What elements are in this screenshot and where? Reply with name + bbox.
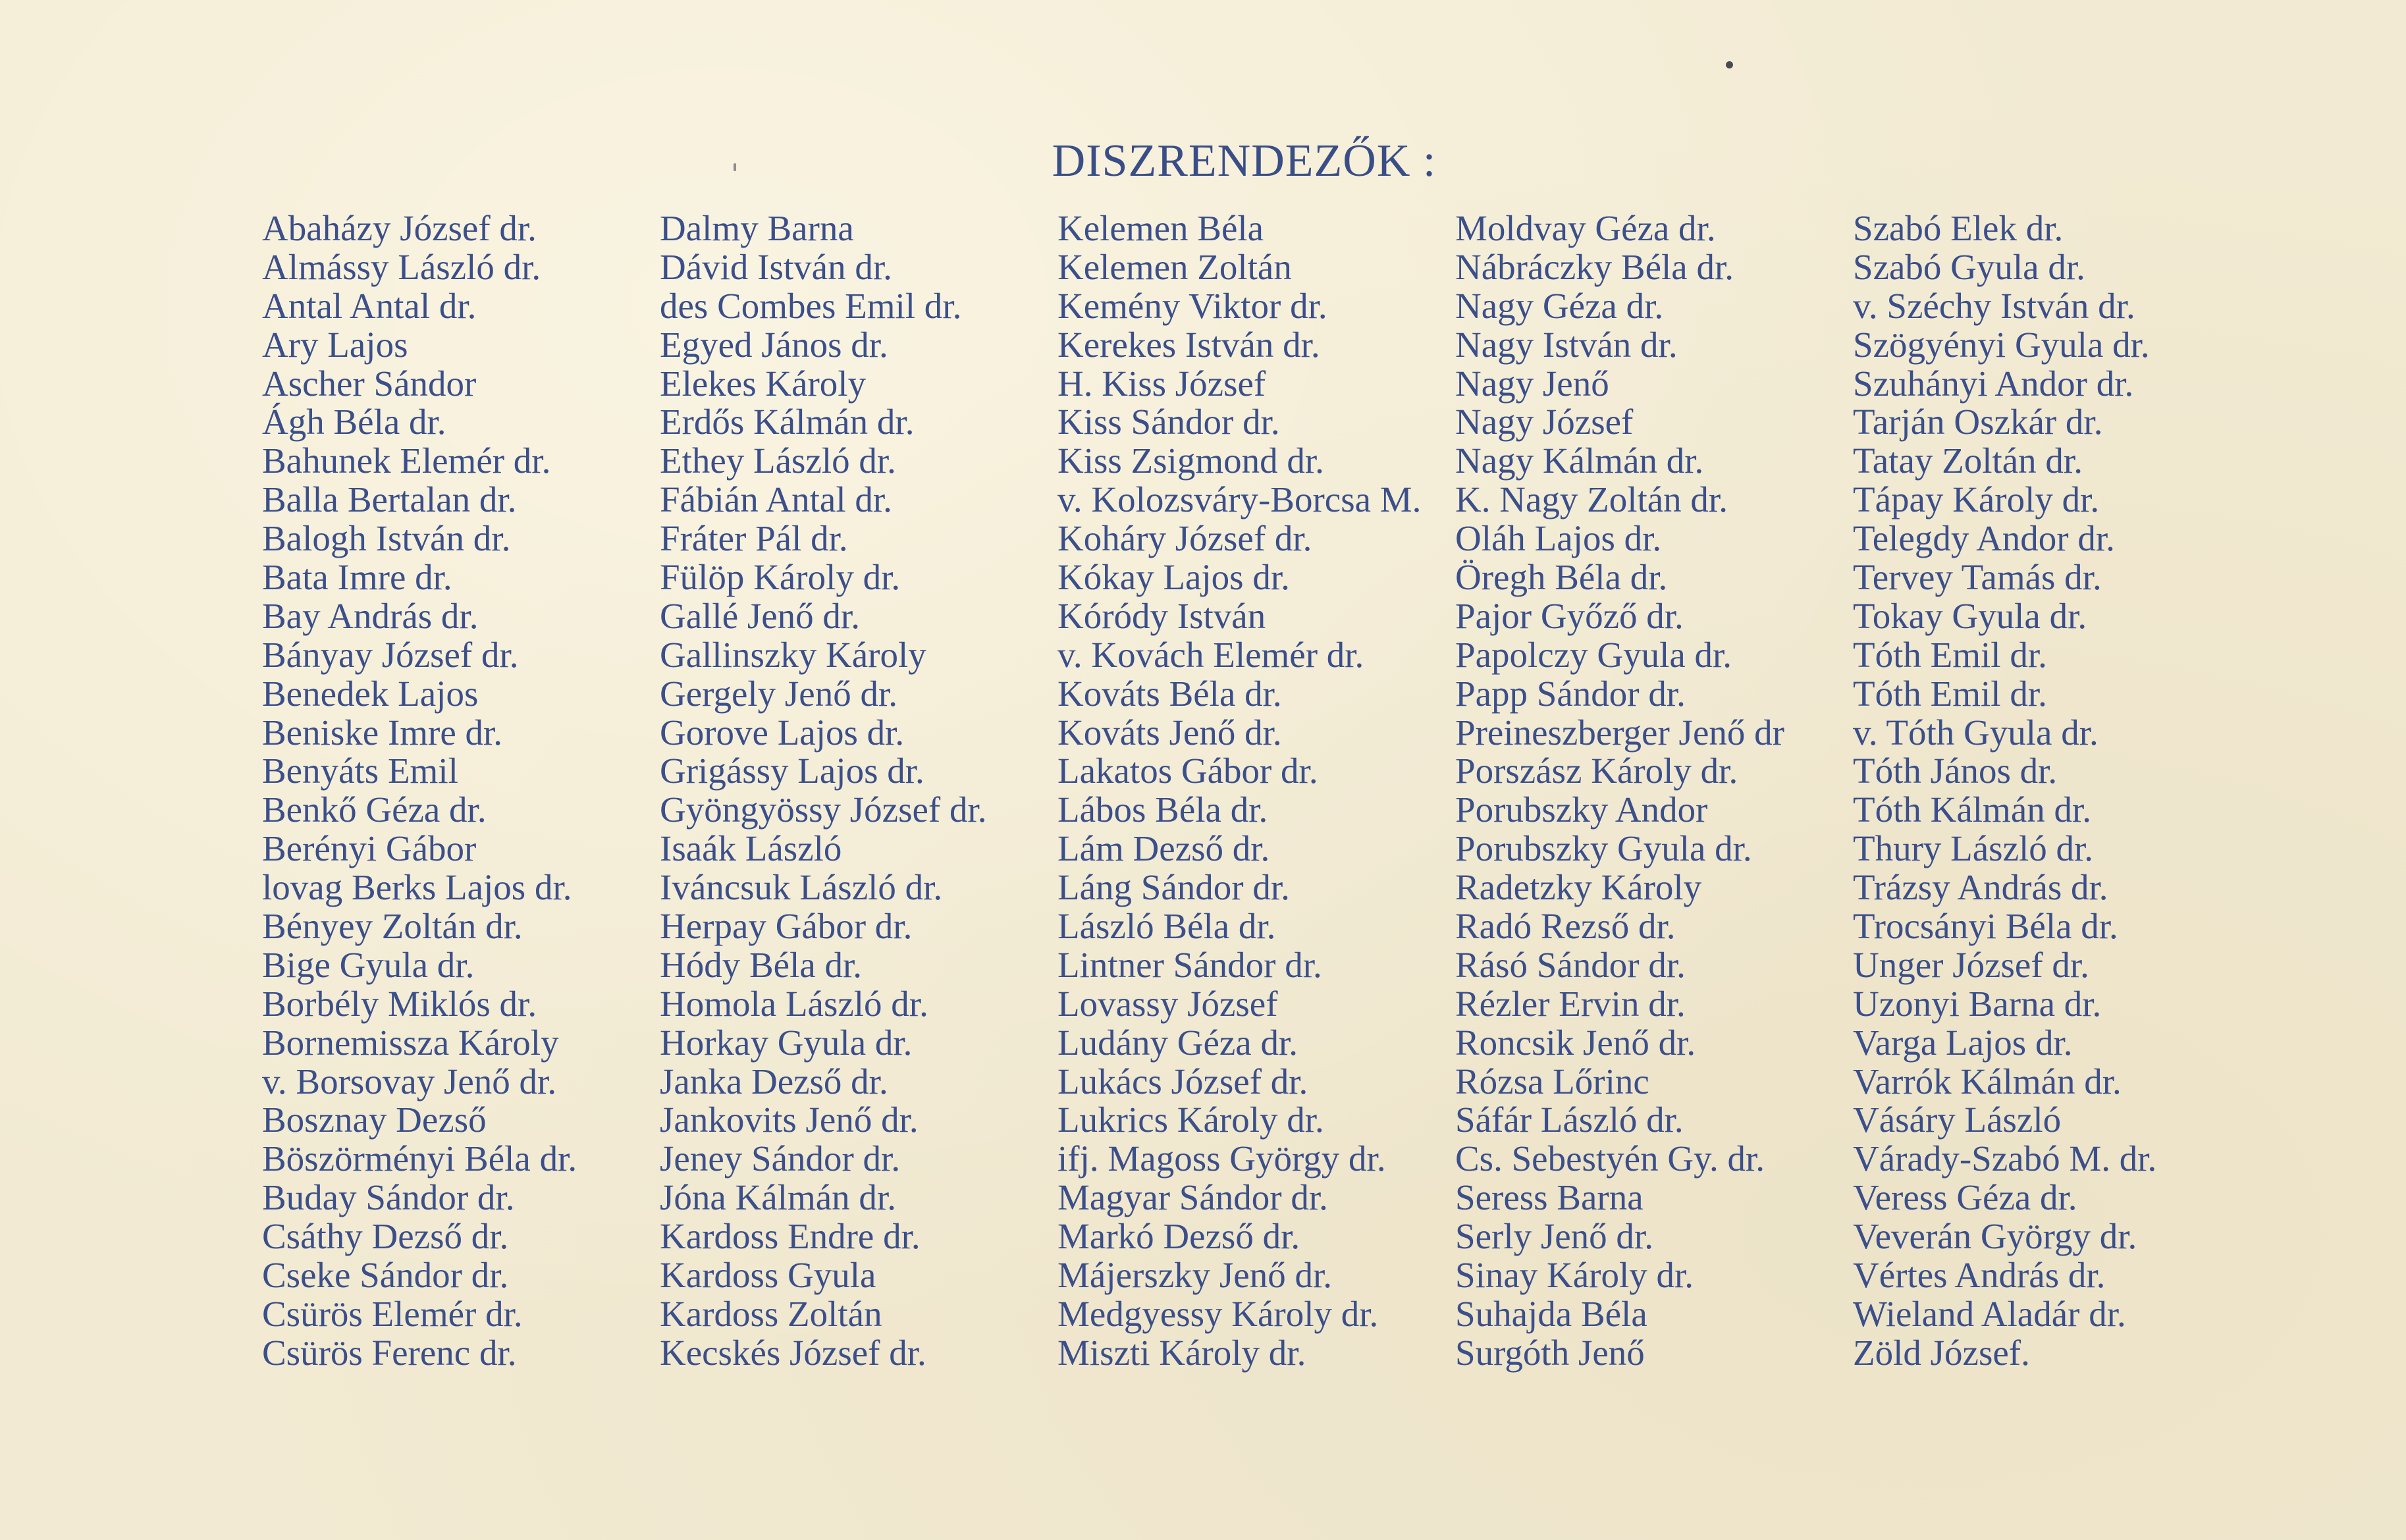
list-item: des Combes Emil dr. <box>660 285 962 326</box>
list-item: Moldvay Géza dr. <box>1455 208 1716 248</box>
list-item: Roncsik Jenő dr. <box>1455 1022 1696 1063</box>
list-item: Buday Sándor dr. <box>262 1177 515 1218</box>
list-item: Bahunek Elemér dr. <box>262 440 551 481</box>
list-item: Medgyessy Károly dr. <box>1057 1293 1379 1334</box>
list-item: Porszász Károly dr. <box>1455 751 1738 791</box>
list-item: Homola László dr. <box>660 983 928 1024</box>
list-item: Koháry József dr. <box>1057 518 1312 559</box>
list-item: K. Nagy Zoltán dr. <box>1455 479 1728 520</box>
list-item: Kováts Jenő dr. <box>1057 712 1282 753</box>
list-item: Várady-Szabó M. dr. <box>1853 1138 2157 1179</box>
list-item: v. Széchy István dr. <box>1853 285 2135 326</box>
list-item: Nagy Jenő <box>1455 363 1609 404</box>
list-item: Nagy Kálmán dr. <box>1455 440 1704 481</box>
list-item: Kardoss Endre dr. <box>660 1216 921 1257</box>
list-item: Janka Dezső dr. <box>660 1061 888 1102</box>
list-item: Erdős Kálmán dr. <box>660 402 915 442</box>
list-item: v. Tóth Gyula dr. <box>1853 712 2099 753</box>
list-item: Lakatos Gábor dr. <box>1057 751 1318 791</box>
list-item: Kardoss Gyula <box>660 1255 876 1296</box>
list-item: Kiss Zsigmond dr. <box>1057 440 1324 481</box>
list-item: Tóth Emil dr. <box>1853 673 2047 714</box>
list-item: Jóna Kálmán dr. <box>660 1177 896 1218</box>
list-item: lovag Berks Lajos dr. <box>262 867 572 908</box>
list-item: Bosznay Dezső <box>262 1100 487 1140</box>
list-item: Cs. Sebestyén Gy. dr. <box>1455 1138 1765 1179</box>
list-item: Balla Bertalan dr. <box>262 479 517 520</box>
ink-fleck <box>1726 61 1733 68</box>
list-item: Oláh Lajos dr. <box>1455 518 1662 559</box>
list-item: Kováts Béla dr. <box>1057 673 1282 714</box>
list-item: Lám Dezső dr. <box>1057 828 1270 869</box>
list-item: Szuhányi Andor dr. <box>1853 363 2134 404</box>
list-item: Gallé Jenő dr. <box>660 595 860 636</box>
list-item: Fráter Pál dr. <box>660 518 848 559</box>
list-item: v. Borsovay Jenő dr. <box>262 1061 557 1102</box>
list-item: Sinay Károly dr. <box>1455 1255 1694 1296</box>
list-item: Porubszky Gyula dr. <box>1455 828 1752 869</box>
list-item: Gyöngyössy József dr. <box>660 789 987 830</box>
list-item: Veress Géza dr. <box>1853 1177 2077 1218</box>
list-item: Kóródy István <box>1057 595 1266 636</box>
list-item: Szabó Elek dr. <box>1853 208 2064 248</box>
list-item: Berényi Gábor <box>262 828 477 869</box>
list-item: Hódy Béla dr. <box>660 944 863 985</box>
list-item: Grigássy Lajos dr. <box>660 751 924 791</box>
list-item: Dávid István dr. <box>660 246 892 287</box>
list-item: Wieland Aladár dr. <box>1853 1293 2126 1334</box>
list-item: Nagy István dr. <box>1455 324 1678 365</box>
list-item: Gallinszky Károly <box>660 634 926 675</box>
list-item: Kemény Viktor dr. <box>1057 285 1327 326</box>
list-item: Nagy Géza dr. <box>1455 285 1664 326</box>
list-item: Ágh Béla dr. <box>262 402 446 442</box>
list-item: Böszörményi Béla dr. <box>262 1138 577 1179</box>
list-item: László Béla dr. <box>1057 906 1276 947</box>
list-item: Lovassy József <box>1057 983 1278 1024</box>
list-item: Herpay Gábor dr. <box>660 906 913 947</box>
list-item: Kerekes István dr. <box>1057 324 1320 365</box>
name-columns <box>262 209 2251 1373</box>
name-column-1 <box>262 209 660 1373</box>
list-item: Serly Jenő dr. <box>1455 1216 1653 1257</box>
list-item: Uzonyi Barna dr. <box>1853 983 2102 1024</box>
list-item: Bornemissza Károly <box>262 1022 559 1063</box>
list-item: Preineszberger Jenő dr <box>1455 712 1784 753</box>
list-item: Abaházy József dr. <box>262 208 537 248</box>
list-item: Nábráczky Béla dr. <box>1455 246 1734 287</box>
list-item: Tóth Emil dr. <box>1853 634 2047 675</box>
list-item: Gergely Jenő dr. <box>660 673 897 714</box>
list-item: Kókay Lajos dr. <box>1057 557 1290 598</box>
list-item: Kelemen Béla <box>1057 208 1264 248</box>
name-column-5 <box>1853 209 2251 1373</box>
list-item: ifj. Magoss György dr. <box>1057 1138 1386 1179</box>
list-item: Kardoss Zoltán <box>660 1293 882 1334</box>
list-item: Bata Imre dr. <box>262 557 452 598</box>
list-item: Almássy László dr. <box>262 246 541 287</box>
list-item: Kiss Sándor dr. <box>1057 402 1280 442</box>
list-item: Vásáry László <box>1853 1100 2062 1140</box>
list-item: Unger József dr. <box>1853 944 2089 985</box>
list-item: Porubszky Andor <box>1455 789 1708 830</box>
list-item: Antal Antal dr. <box>262 285 477 326</box>
list-item: Seress Barna <box>1455 1177 1644 1218</box>
list-item: v. Kovách Elemér dr. <box>1057 634 1364 675</box>
list-item: Tarján Oszkár dr. <box>1853 402 2103 442</box>
list-item: Surgóth Jenő <box>1455 1332 1645 1373</box>
list-item: Tatay Zoltán dr. <box>1853 440 2083 481</box>
list-item: Fülöp Károly dr. <box>660 557 901 598</box>
list-item: Pajor Győző dr. <box>1455 595 1684 636</box>
list-item: Tokay Gyula dr. <box>1853 595 2087 636</box>
list-item: Bényey Zoltán dr. <box>262 906 523 947</box>
list-item: H. Kiss József <box>1057 363 1266 404</box>
list-item: Bányay József dr. <box>262 634 519 675</box>
list-item: Láng Sándor dr. <box>1057 867 1290 908</box>
list-item: Lintner Sándor dr. <box>1057 944 1322 985</box>
list-item: Papp Sándor dr. <box>1455 673 1686 714</box>
list-item: Ary Lajos <box>262 324 408 365</box>
list-item: Bay András dr. <box>262 595 479 636</box>
list-item: Májerszky Jenő dr. <box>1057 1255 1332 1296</box>
list-item: Szögyényi Gyula dr. <box>1853 324 2150 365</box>
page-title: DISZRENDEZŐK : <box>1052 136 1437 186</box>
list-item: Dalmy Barna <box>660 208 854 248</box>
list-item: Benedek Lajos <box>262 673 479 714</box>
list-item: Csürös Elemér dr. <box>262 1293 523 1334</box>
list-item: Isaák László <box>660 828 842 869</box>
list-item: Szabó Gyula dr. <box>1853 246 2085 287</box>
list-item: Markó Dezső dr. <box>1057 1216 1300 1257</box>
list-item: Varga Lajos dr. <box>1853 1022 2073 1063</box>
list-item: Tóth János dr. <box>1853 751 2058 791</box>
list-item: Balogh István dr. <box>262 518 511 559</box>
list-item: Papolczy Gyula dr. <box>1455 634 1732 675</box>
list-item: Rózsa Lőrinc <box>1455 1061 1649 1102</box>
list-item: Horkay Gyula dr. <box>660 1022 913 1063</box>
list-item: Bige Gyula dr. <box>262 944 475 985</box>
list-item: Lukács József dr. <box>1057 1061 1308 1102</box>
list-item: Kecskés József dr. <box>660 1332 926 1373</box>
list-item: Kelemen Zoltán <box>1057 246 1292 287</box>
list-item: Rásó Sándor dr. <box>1455 944 1686 985</box>
list-item: Magyar Sándor dr. <box>1057 1177 1328 1218</box>
name-column-2 <box>660 209 1057 1373</box>
list-item: Benyáts Emil <box>262 751 458 791</box>
list-item: Egyed János dr. <box>660 324 888 365</box>
list-item: Borbély Miklós dr. <box>262 983 537 1024</box>
list-item: Radetzky Károly <box>1455 867 1702 908</box>
list-item: Vértes András dr. <box>1853 1255 2106 1296</box>
list-item: Benkő Géza dr. <box>262 789 487 830</box>
list-item: Ludány Géza dr. <box>1057 1022 1298 1063</box>
list-item: Iváncsuk László dr. <box>660 867 943 908</box>
list-item: Suhajda Béla <box>1455 1293 1647 1334</box>
list-item: v. Kolozsváry-Borcsa M. <box>1057 479 1422 520</box>
list-item: Veverán György dr. <box>1853 1216 2137 1257</box>
list-item: Jankovits Jenő dr. <box>660 1100 919 1140</box>
name-column-3 <box>1057 209 1455 1373</box>
list-item: Rézler Ervin dr. <box>1455 983 1686 1024</box>
list-item: Beniske Imre dr. <box>262 712 503 753</box>
list-item: Lábos Béla dr. <box>1057 789 1268 830</box>
list-item: Tervey Tamás dr. <box>1853 557 2102 598</box>
list-item: Tóth Kálmán dr. <box>1853 789 2092 830</box>
list-item: Telegdy Andor dr. <box>1853 518 2115 559</box>
name-column-4 <box>1455 209 1853 1373</box>
list-item: Sáfár László dr. <box>1455 1100 1684 1140</box>
list-item: Gorove Lajos dr. <box>660 712 905 753</box>
list-item: Ascher Sándor <box>262 363 477 404</box>
list-item: Jeney Sándor dr. <box>660 1138 901 1179</box>
list-item: Elekes Károly <box>660 363 867 404</box>
list-item: Csáthy Dezső dr. <box>262 1216 509 1257</box>
list-item: Radó Rezső dr. <box>1455 906 1676 947</box>
list-item: Miszti Károly dr. <box>1057 1332 1306 1373</box>
list-item: Zöld József. <box>1853 1332 2030 1373</box>
list-item: Tápay Károly dr. <box>1853 479 2100 520</box>
list-item: Lukrics Károly dr. <box>1057 1100 1324 1140</box>
list-item: Öregh Béla dr. <box>1455 557 1668 598</box>
list-item: Fábián Antal dr. <box>660 479 892 520</box>
list-item: Varrók Kálmán dr. <box>1853 1061 2122 1102</box>
list-item: Csürös Ferenc dr. <box>262 1332 517 1373</box>
list-item: Nagy József <box>1455 402 1634 442</box>
list-item: Ethey László dr. <box>660 440 896 481</box>
list-item: Thury László dr. <box>1853 828 2094 869</box>
list-item: Trázsy András dr. <box>1853 867 2108 908</box>
list-item: Trocsányi Béla dr. <box>1853 906 2118 947</box>
list-item: Cseke Sándor dr. <box>262 1255 509 1296</box>
